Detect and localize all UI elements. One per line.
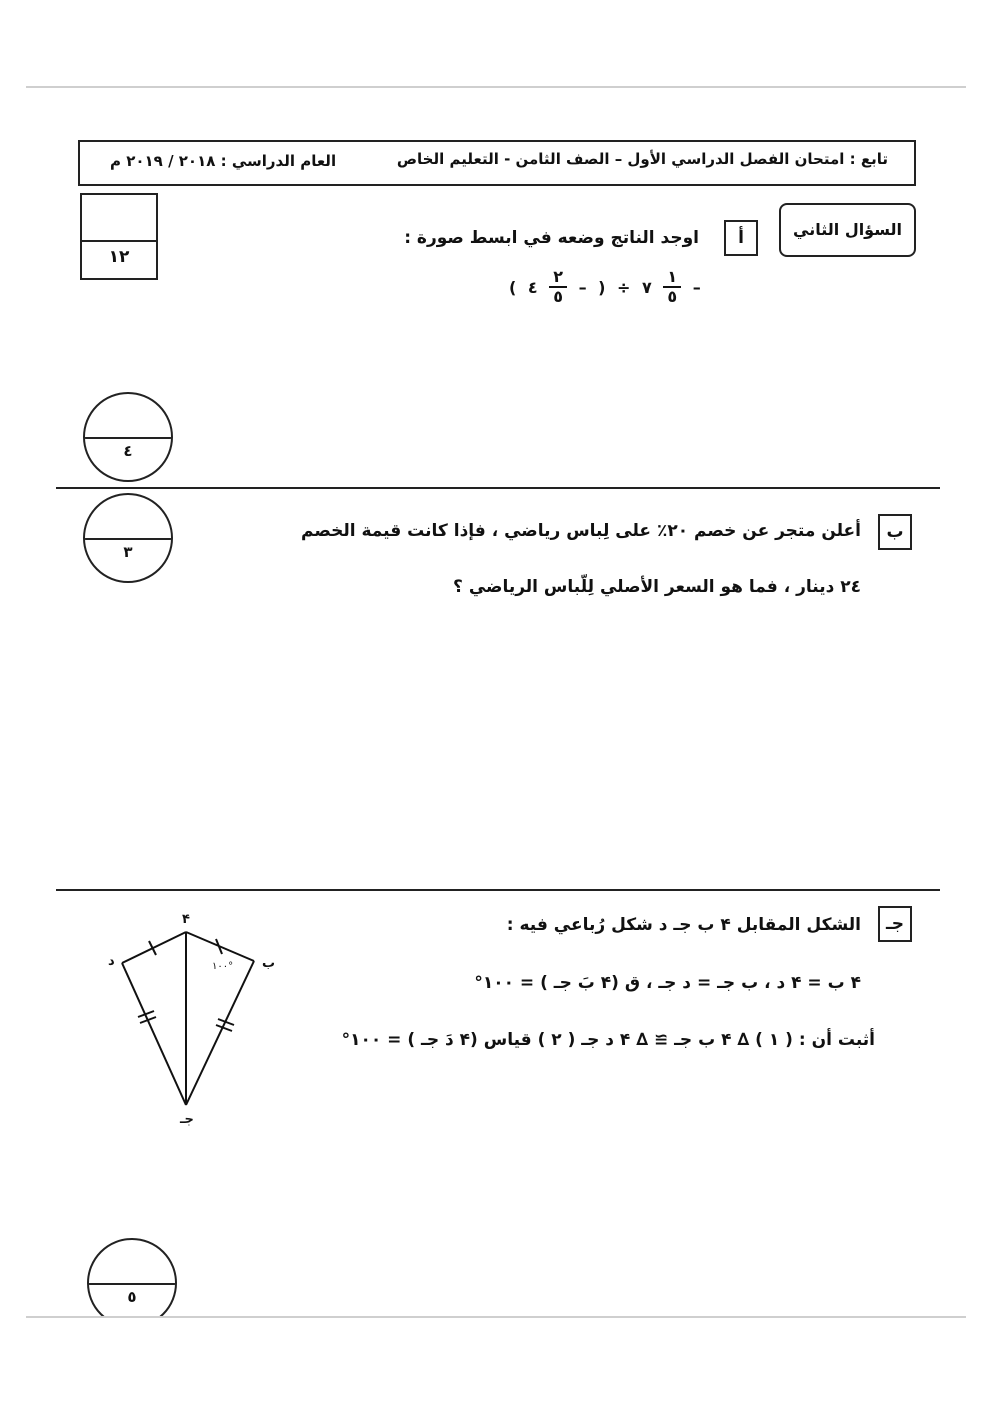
marks-divider: [85, 538, 171, 540]
expr-open: (: [509, 277, 517, 297]
part-c-line-3: أثبت أن : ( ١ ) ∆ ۴ ب جـ ≅ ∆ ۴ د جـ ( ٢ ) قياس (۴ دَ جـ ) = ١٠٠°: [341, 1030, 875, 1050]
page-frame-bottom: [26, 1316, 966, 1318]
page-frame: [26, 86, 966, 1321]
marks-divider: [85, 437, 171, 439]
vertex-right-label: ب: [262, 956, 276, 971]
part-c-label: جـ: [878, 906, 912, 942]
page-bottom-margin: [0, 1318, 992, 1403]
part-c-marks-circle: [87, 1238, 177, 1328]
part-a-label: أ: [724, 220, 758, 256]
frac2-numerator: ٢: [549, 268, 567, 288]
part-b-line-1: أعلن متجر عن خصم ٢٠٪ على لِباس رياضي ، فإذا كانت قيمة الخصم: [301, 521, 861, 541]
part-c-line-2: ۴ ب = ۴ د ، ب جـ = د جـ ، ق (۴ بَ جـ ) = ١٠٠°: [474, 973, 861, 993]
expr-lead-minus: –: [692, 277, 701, 297]
part-a-marks-circle: [83, 392, 173, 482]
frac2-denominator: ٥: [553, 287, 563, 306]
expr-whole1: ٧: [642, 277, 652, 297]
expr-fraction-1: [663, 268, 681, 306]
academic-year: العام الدراسي : ٢٠١٨ / ٢٠١٩ م: [110, 152, 337, 170]
marks-divider: [89, 1283, 175, 1285]
edge-bottom-right: [186, 961, 254, 1105]
total-score: ١٢: [108, 247, 130, 267]
edge-top-left: [122, 932, 186, 963]
section-divider-2: [56, 889, 940, 891]
part-b-line-2: ٢٤ دينار ، فما هو السعر الأصلي لِلّباس الرياضي ؟: [453, 577, 861, 597]
vertex-bottom-label: جـ: [180, 1112, 194, 1127]
expr-divide: ÷: [617, 277, 631, 297]
part-b-marks: ٣: [123, 543, 133, 561]
score-divider: [82, 240, 156, 242]
angle-label: ١٠٠°: [212, 961, 234, 972]
frac1-denominator: ٥: [667, 287, 678, 306]
exam-title: تابع : امتحان الفصل الدراسي الأول – الصف الثامن - التعليم الخاص: [396, 150, 888, 168]
vertex-top-label: ۴: [182, 912, 190, 927]
part-a-instruction: اوجد الناتج وضعه في ابسط صورة :: [404, 228, 699, 248]
exam-header: [78, 140, 916, 186]
part-a-expression: [506, 268, 704, 306]
expr-whole2: ٤: [527, 277, 538, 297]
vertex-left-label: د: [108, 954, 115, 969]
edge-bottom-left: [122, 963, 186, 1105]
frac1-numerator: ١: [663, 268, 681, 288]
part-c-line-1: الشكل المقابل ۴ ب جـ د شكل رُباعي فيه :: [506, 915, 861, 935]
part-a-marks: ٤: [123, 442, 133, 460]
expr-close: ): [598, 277, 606, 297]
section-divider-1: [56, 487, 940, 489]
question-title: السؤال الثاني: [779, 203, 916, 257]
total-score-box: [80, 193, 158, 280]
expr-minus2: –: [578, 277, 587, 297]
part-b-marks-circle: [83, 493, 173, 583]
expr-fraction-2: [549, 268, 567, 306]
part-c-marks: ٥: [127, 1288, 137, 1306]
kite-figure: [100, 905, 290, 1135]
part-b-label: ب: [878, 514, 912, 550]
